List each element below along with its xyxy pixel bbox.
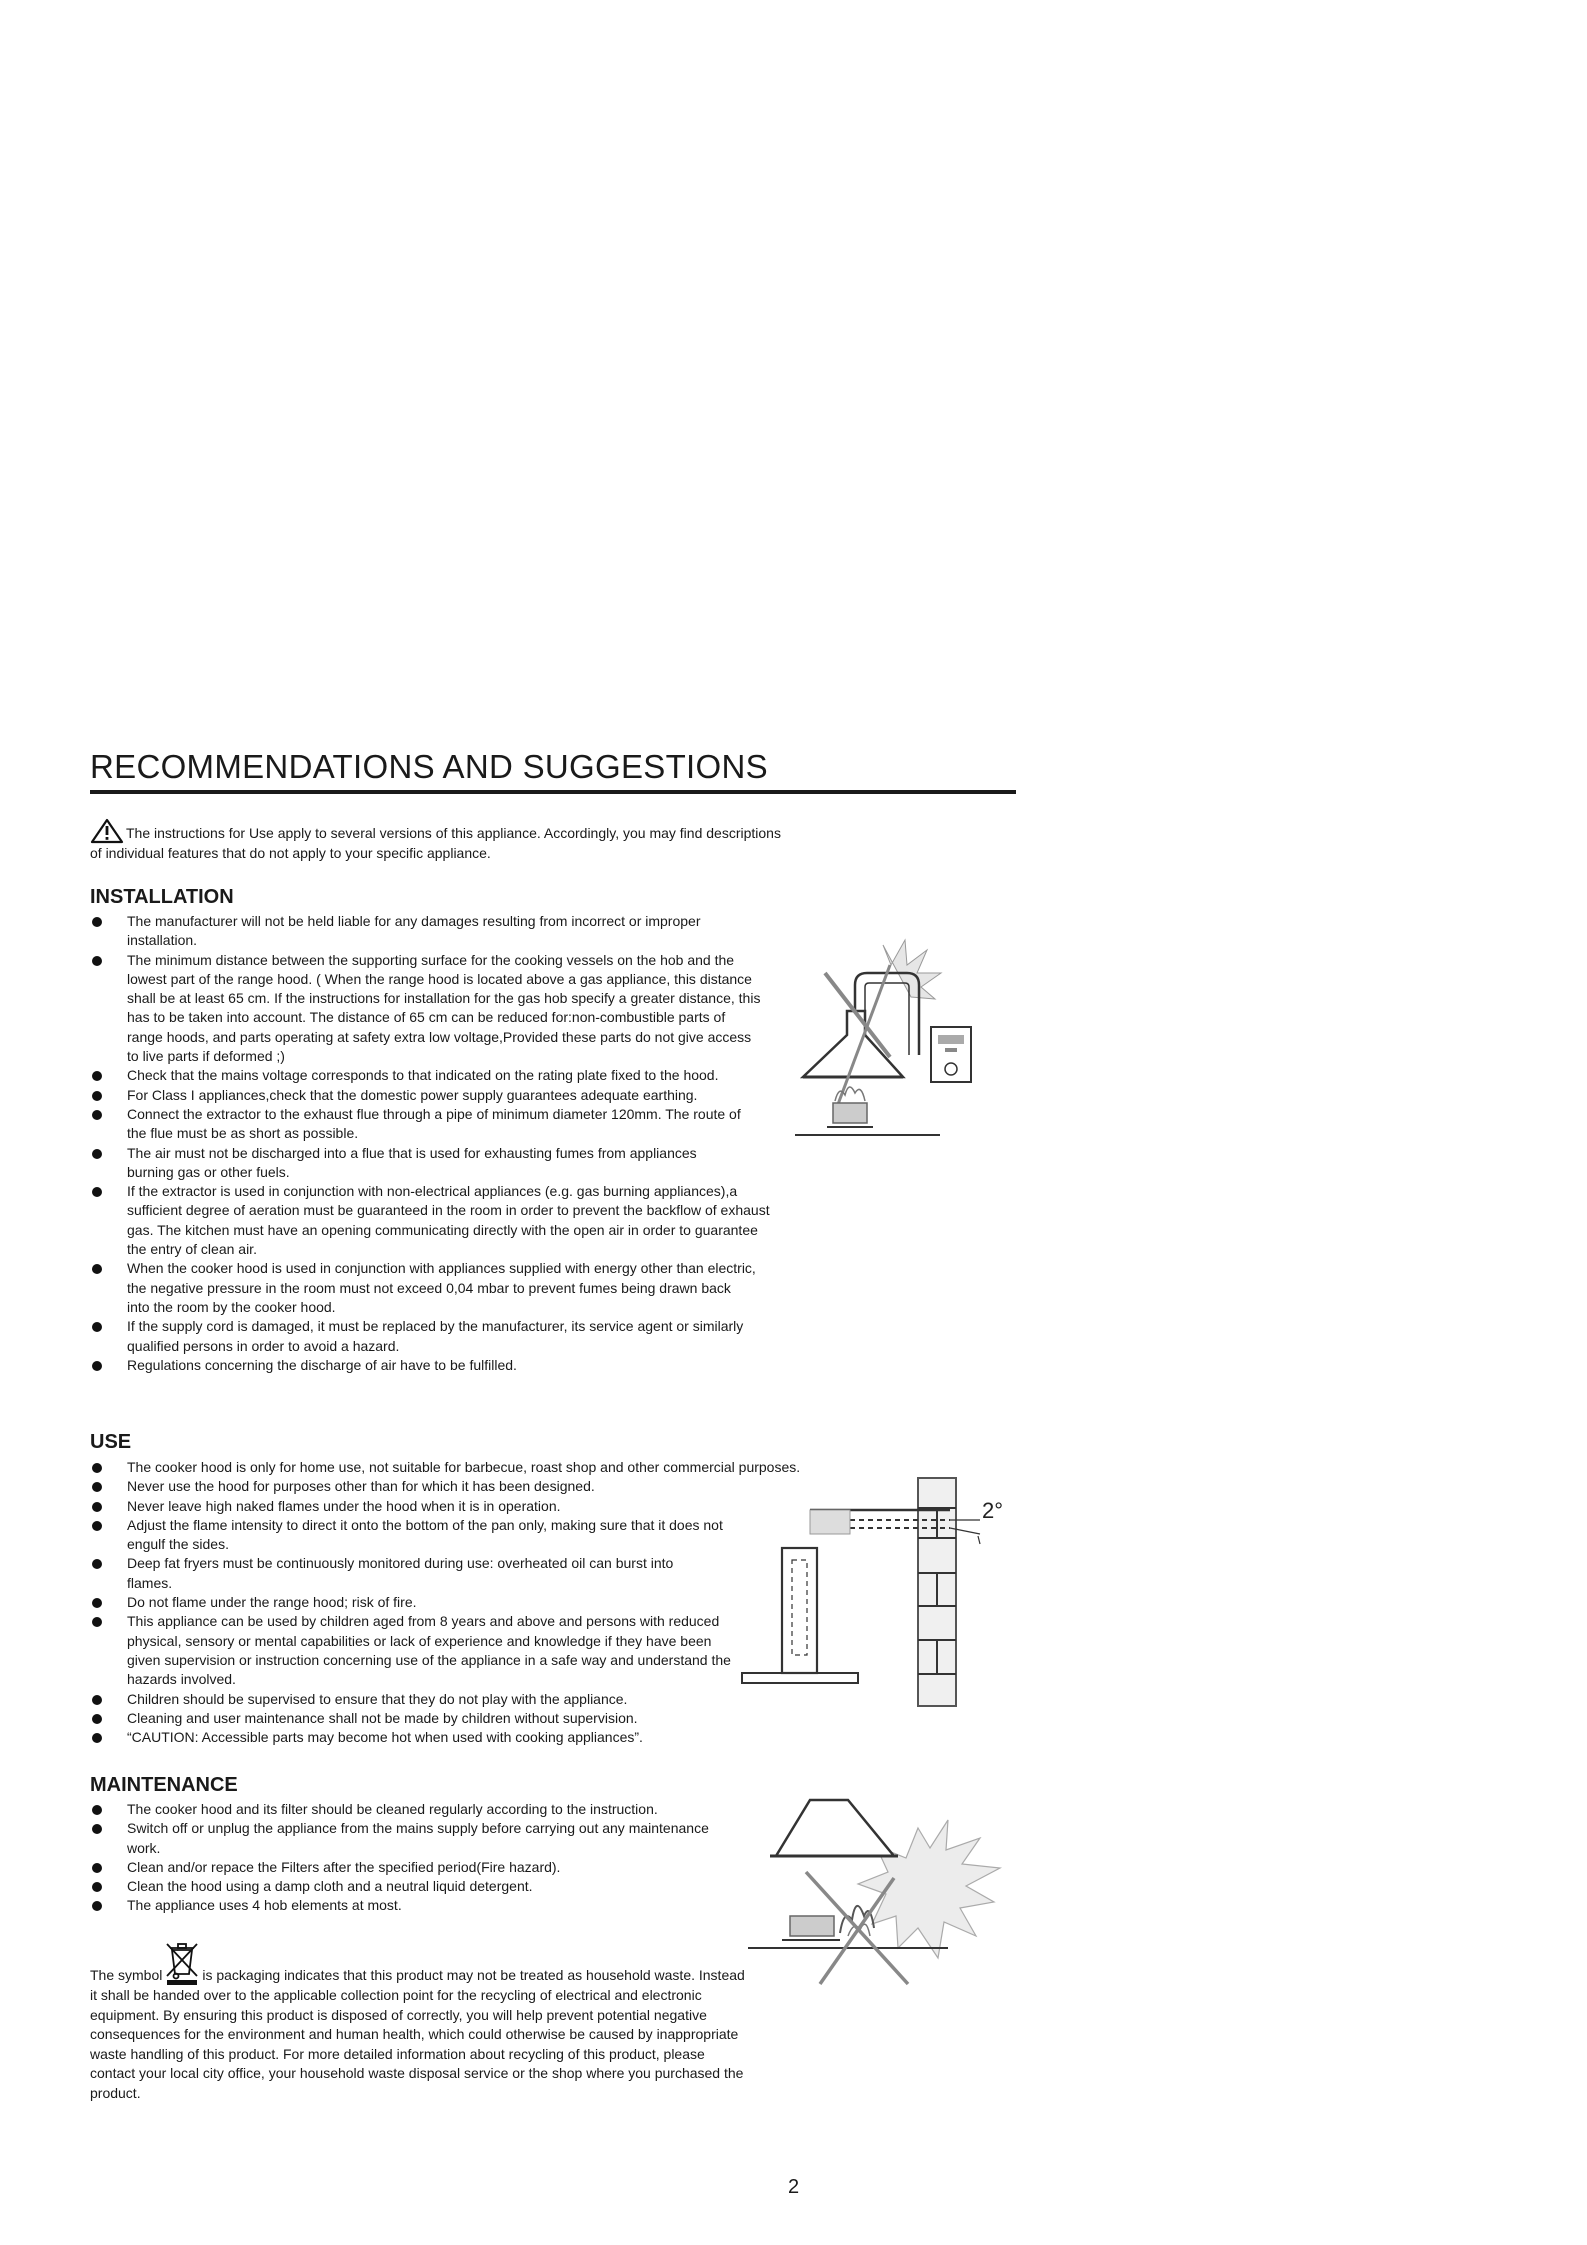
intro-text: The instructions for Use apply to several versions of this appliance. Accordingly, you may find descriptions of individual features that do not apply to your specific appliance. — [90, 825, 781, 861]
maintenance-heading: MAINTENANCE — [90, 1774, 238, 1796]
installation-item: Check that the mains voltage corresponds to that indicated on the rating plate fixed to the hood. — [90, 1066, 747, 1085]
maintenance-item: The cooker hood and its filter should be cleaned regularly according to the instruction. — [90, 1800, 767, 1819]
installation-heading: INSTALLATION — [90, 886, 234, 908]
no-flame-illustration — [748, 1798, 1013, 1993]
use-item: Adjust the flame intensity to direct it onto the bottom of the pan only, making sure that it does not engulf the sides. — [90, 1516, 742, 1555]
maintenance-item: Clean the hood using a damp cloth and a neutral liquid detergent. — [90, 1877, 767, 1896]
maintenance-item: Switch off or unplug the appliance from the mains supply before carrying out any maintenance work. — [90, 1819, 727, 1858]
use-item: “CAUTION: Accessible parts may become hot when used with cooking appliances”. — [90, 1728, 767, 1747]
use-item: Do not flame under the range hood; risk of fire. — [90, 1593, 727, 1612]
intro-paragraph — [90, 818, 790, 863]
maintenance-item: The appliance uses 4 hob elements at most. — [90, 1896, 767, 1915]
installation-item: The minimum distance between the supporting surface for the cooking vessels on the hob and the lowest part of the range hood. ( When the range hood is located above a gas appliance, this distance shall be at least 65 cm. If the instructions for installation for the gas hob specify a greater distance, this has to be taken into account. The distance of 65 cm can be reduced for:non-combustible parts of range hoods, and parts operating at safety extra low voltage,Provided these parts do not give access to live parts if deformed ;) — [90, 951, 763, 1067]
installation-item: If the extractor is used in conjunction with non-electrical appliances (e.g. gas burning appliances),a sufficient degree of aeration must be guaranteed in the room in order to prevent the backflow of exhaust gas. The kitchen must have an opening communicating directly with the open air in order to guarantee the entry of clean air. — [90, 1182, 777, 1259]
weee-disposal-paragraph — [90, 1940, 750, 2103]
installation-illustration — [795, 935, 995, 1150]
use-item: This appliance can be used by children aged from 8 years and above and persons with reduced physical, sensory or mental capabilities or lack of experience and knowledge if they have been given supervision or instruction concerning use of the appliance in a safe way and understand the hazards involved. — [90, 1612, 737, 1689]
warning-triangle-icon — [90, 818, 124, 844]
installation-item: For Class I appliances,check that the domestic power supply guarantees adequate earthing. — [90, 1086, 827, 1105]
installation-list — [90, 912, 810, 1375]
installation-item: The air must not be discharged into a flue that is used for exhausting fumes from appliances burning gas or other fuels. — [90, 1144, 747, 1183]
use-heading: USE — [90, 1431, 132, 1453]
page-number: 2 — [787, 2176, 800, 2198]
use-item: Never use the hood for purposes other than for which it has been designed. — [90, 1477, 747, 1496]
weee-text-before: The symbol — [90, 1967, 163, 1983]
flue-angle-illustration — [740, 1478, 1020, 1713]
installation-item: Connect the extractor to the exhaust flue through a pipe of minimum diameter 120mm. The route of the flue must be as short as possible. — [90, 1105, 757, 1144]
use-item: Children should be supervised to ensure that they do not play with the appliance. — [90, 1690, 767, 1709]
page-title: RECOMMENDATIONS AND SUGGESTIONS — [90, 748, 768, 785]
use-item: Never leave high naked flames under the hood when it is in operation. — [90, 1497, 747, 1516]
title-rule — [90, 790, 1016, 794]
use-item: The cooker hood is only for home use, not suitable for barbecue, roast shop and other commercial purposes. — [90, 1458, 967, 1477]
installation-item: When the cooker hood is used in conjunction with appliances supplied with energy other than electric, the negative pressure in the room must not exceed 0,04 mbar to prevent fumes being drawn back into the room by the cooker hood. — [90, 1259, 757, 1317]
installation-item: The manufacturer will not be held liable for any damages resulting from incorrect or improper installation. — [90, 912, 757, 951]
use-item: Cleaning and user maintenance shall not be made by children without supervision. — [90, 1709, 767, 1728]
maintenance-list — [90, 1800, 770, 1916]
maintenance-item: Clean and/or repace the Filters after the specified period(Fire hazard). — [90, 1858, 767, 1877]
use-item: Deep fat fryers must be continuously monitored during use: overheated oil can burst into flames. — [90, 1554, 687, 1593]
installation-item: Regulations concerning the discharge of air have to be fulfilled. — [90, 1356, 767, 1375]
flue-angle-label: 2° — [982, 1498, 1004, 1523]
installation-item: If the supply cord is damaged, it must be replaced by the manufacturer, its service agent or similarly qualified persons in order to avoid a hazard. — [90, 1317, 782, 1356]
weee-text-after: is packaging indicates that this product may not be treated as household waste. Instead it shall be handed over to the applicable collection point for the recycling of electrical and electronic equipment. By ensuring this product is disposed of correctly, you will help prevent potential negative consequences for the environment and human health, which could otherwise be caused by inappropriate waste handling of this product. For more detailed information about recycling of this product, please contact your local city office, your household waste disposal service or the shop where you purchased the product. — [90, 1967, 745, 2101]
crossed-out-wheelie-bin-icon — [163, 1940, 201, 1986]
